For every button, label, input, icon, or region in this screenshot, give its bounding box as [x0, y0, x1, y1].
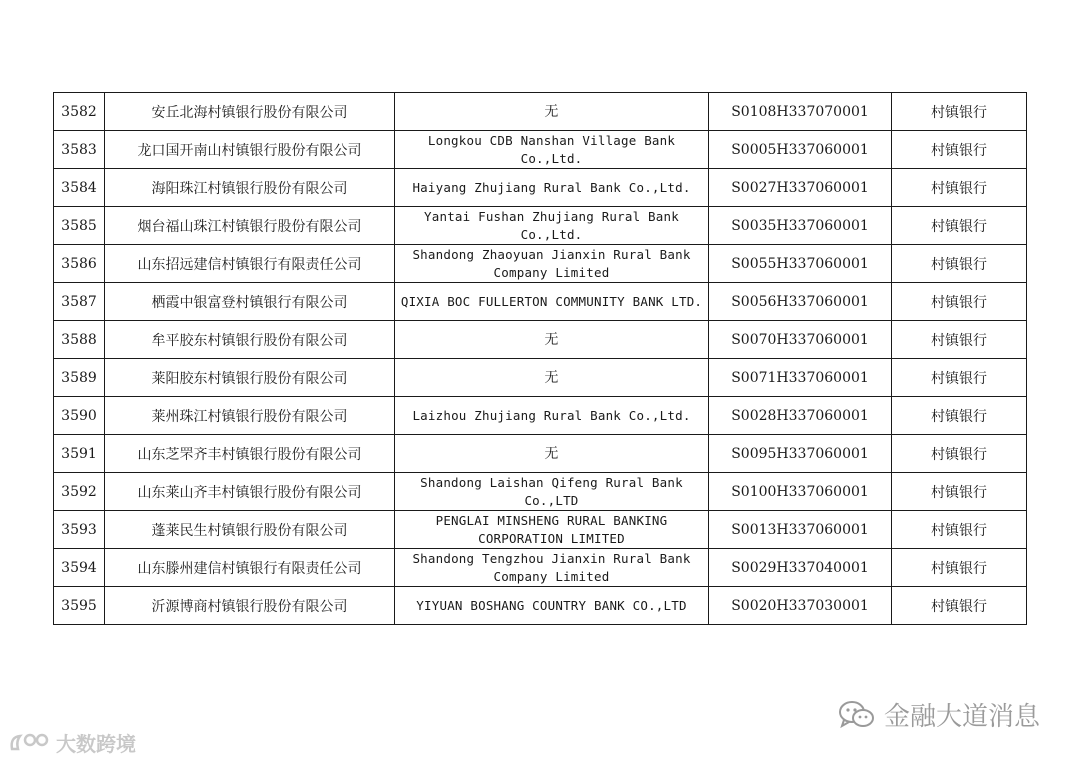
- bank-name-en: Haiyang Zhujiang Rural Bank Co.,Ltd.: [395, 169, 709, 207]
- bank-name-cn: 烟台福山珠江村镇银行股份有限公司: [105, 207, 395, 245]
- bank-name-cn: 山东招远建信村镇银行有限责任公司: [105, 245, 395, 283]
- row-number: 3592: [54, 473, 105, 511]
- table-body: [54, 93, 1027, 625]
- row-number: 3590: [54, 397, 105, 435]
- row-number: 3586: [54, 245, 105, 283]
- bank-name-cn: 莱阳胶东村镇银行股份有限公司: [105, 359, 395, 397]
- bank-name-en: Shandong Zhaoyuan Jianxin Rural Bank Company Limited: [395, 245, 709, 283]
- bank-name-cn: 山东滕州建信村镇银行有限责任公司: [105, 549, 395, 587]
- institution-type: 村镇银行: [892, 549, 1027, 587]
- row-number: 3585: [54, 207, 105, 245]
- bank-code: S0055H337060001: [709, 245, 892, 283]
- institution-type: 村镇银行: [892, 207, 1027, 245]
- bank-code: S0108H337070001: [709, 93, 892, 131]
- bank-name-en: QIXIA BOC FULLERTON COMMUNITY BANK LTD.: [395, 283, 709, 321]
- bank-name-en: YIYUAN BOSHANG COUNTRY BANK CO.,LTD: [395, 587, 709, 625]
- institution-type: 村镇银行: [892, 131, 1027, 169]
- institution-type: 村镇银行: [892, 359, 1027, 397]
- watermark-left-text: 大数跨境: [56, 732, 136, 756]
- bank-code: S0013H337060001: [709, 511, 892, 549]
- bank-code: S0005H337060001: [709, 131, 892, 169]
- institution-type: 村镇银行: [892, 473, 1027, 511]
- institution-type: 村镇银行: [892, 169, 1027, 207]
- institution-type: 村镇银行: [892, 435, 1027, 473]
- bank-name-en: Shandong Laishan Qifeng Rural Bank Co.,LTD: [395, 473, 709, 511]
- table-row: [54, 169, 1027, 207]
- row-number: 3589: [54, 359, 105, 397]
- bank-name-cn: 莱州珠江村镇银行股份有限公司: [105, 397, 395, 435]
- row-number: 3593: [54, 511, 105, 549]
- table-row: [54, 93, 1027, 131]
- row-number: 3588: [54, 321, 105, 359]
- bank-name-cn: 牟平胶东村镇银行股份有限公司: [105, 321, 395, 359]
- row-number: 3591: [54, 435, 105, 473]
- bank-name-cn: 山东芝罘齐丰村镇银行股份有限公司: [105, 435, 395, 473]
- institution-type: 村镇银行: [892, 511, 1027, 549]
- bank-code: S0100H337060001: [709, 473, 892, 511]
- bank-name-en: 无: [395, 321, 709, 359]
- bank-code: S0027H337060001: [709, 169, 892, 207]
- bank-name-cn: 海阳珠江村镇银行股份有限公司: [105, 169, 395, 207]
- table-row: [54, 511, 1027, 549]
- bank-code: S0095H337060001: [709, 435, 892, 473]
- institution-type: 村镇银行: [892, 245, 1027, 283]
- bank-code: S0071H337060001: [709, 359, 892, 397]
- institution-type: 村镇银行: [892, 587, 1027, 625]
- brand-logo-icon: [8, 731, 52, 755]
- wechat-icon: [838, 699, 876, 731]
- bank-name-en: PENGLAI MINSHENG RURAL BANKING CORPORATION LIMITED: [395, 511, 709, 549]
- bank-name-en: 无: [395, 435, 709, 473]
- table-row: [54, 473, 1027, 511]
- bank-code: S0028H337060001: [709, 397, 892, 435]
- table-row: [54, 321, 1027, 359]
- table-row: [54, 283, 1027, 321]
- bank-name-cn: 栖霞中银富登村镇银行有限公司: [105, 283, 395, 321]
- row-number: 3595: [54, 587, 105, 625]
- table-row: [54, 131, 1027, 169]
- row-number: 3587: [54, 283, 105, 321]
- bank-code: S0070H337060001: [709, 321, 892, 359]
- bank-code: S0056H337060001: [709, 283, 892, 321]
- row-number: 3594: [54, 549, 105, 587]
- watermark-left: [8, 728, 136, 757]
- table-row: [54, 587, 1027, 625]
- bank-list-table: [53, 92, 1027, 625]
- bank-name-en: Laizhou Zhujiang Rural Bank Co.,Ltd.: [395, 397, 709, 435]
- bank-name-cn: 蓬莱民生村镇银行股份有限公司: [105, 511, 395, 549]
- bank-name-cn: 山东莱山齐丰村镇银行股份有限公司: [105, 473, 395, 511]
- bank-name-en: 无: [395, 93, 709, 131]
- row-number: 3582: [54, 93, 105, 131]
- bank-name-en: 无: [395, 359, 709, 397]
- bank-name-cn: 龙口国开南山村镇银行股份有限公司: [105, 131, 395, 169]
- bank-name-en: Longkou CDB Nanshan Village Bank Co.,Ltd.: [395, 131, 709, 169]
- bank-name-cn: 安丘北海村镇银行股份有限公司: [105, 93, 395, 131]
- bank-name-cn: 沂源博商村镇银行股份有限公司: [105, 587, 395, 625]
- table-row: [54, 397, 1027, 435]
- institution-type: 村镇银行: [892, 397, 1027, 435]
- table-row: [54, 207, 1027, 245]
- institution-type: 村镇银行: [892, 321, 1027, 359]
- row-number: 3584: [54, 169, 105, 207]
- bank-name-en: Shandong Tengzhou Jianxin Rural Bank Company Limited: [395, 549, 709, 587]
- watermark-right: [838, 696, 1040, 733]
- table-row: [54, 245, 1027, 283]
- table-row: [54, 435, 1027, 473]
- row-number: 3583: [54, 131, 105, 169]
- bank-code: S0020H337030001: [709, 587, 892, 625]
- institution-type: 村镇银行: [892, 283, 1027, 321]
- table-row: [54, 549, 1027, 587]
- institution-type: 村镇银行: [892, 93, 1027, 131]
- watermark-right-text: 金融大道消息: [884, 702, 1041, 732]
- bank-code: S0035H337060001: [709, 207, 892, 245]
- table-row: [54, 359, 1027, 397]
- bank-name-en: Yantai Fushan Zhujiang Rural Bank Co.,Ltd.: [395, 207, 709, 245]
- bank-code: S0029H337040001: [709, 549, 892, 587]
